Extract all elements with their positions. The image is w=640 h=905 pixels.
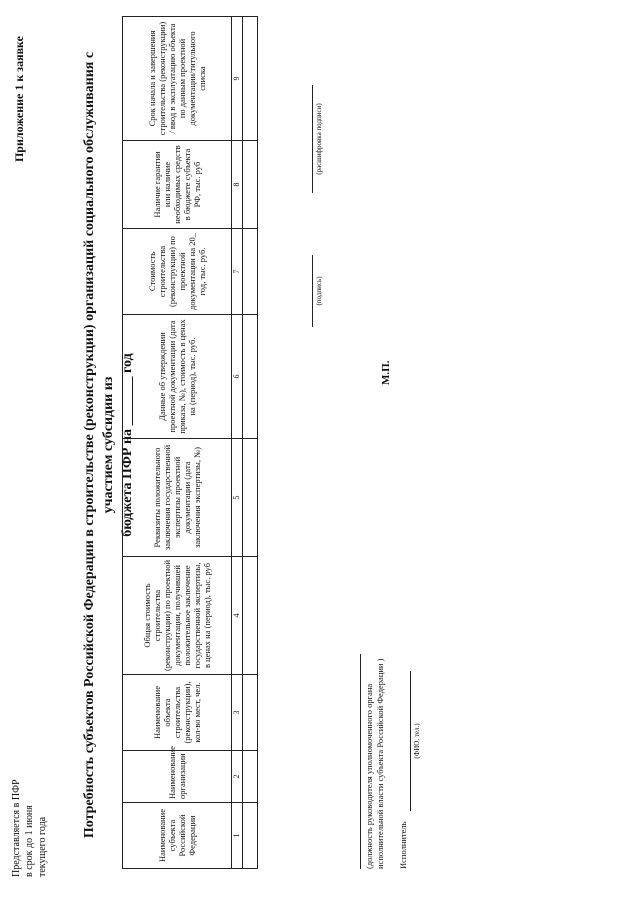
column-number: 7 bbox=[232, 229, 243, 315]
table-cell bbox=[243, 141, 258, 229]
column-number: 8 bbox=[232, 141, 243, 229]
signature-caption: (подпись) bbox=[315, 276, 323, 306]
table-header-row bbox=[123, 17, 232, 869]
table-cell bbox=[243, 17, 258, 141]
needs-table bbox=[122, 16, 258, 869]
decoding-line bbox=[312, 85, 313, 193]
official-caption: (должность руководителя уполномоченного органа исполнительной власти субъекта Российской Федерации ) bbox=[364, 658, 385, 869]
table-cell bbox=[243, 675, 258, 751]
column-number: 5 bbox=[232, 439, 243, 557]
executor-field bbox=[410, 671, 421, 811]
decoding-caption: (расшифровка подписи) bbox=[315, 103, 323, 175]
column-header: Наименование организации bbox=[123, 751, 232, 803]
column-number: 1 bbox=[232, 803, 243, 869]
column-number: 4 bbox=[232, 557, 243, 675]
signature-line bbox=[312, 255, 313, 327]
executor-label: Исполнитель bbox=[398, 821, 408, 869]
column-header: Наименование объекта строительства (реконструкции), кол-во мест, чел. bbox=[123, 675, 232, 751]
table-cell bbox=[243, 557, 258, 675]
stamp-place-label: М.П. bbox=[380, 360, 392, 385]
submission-line: Представляется в ПФР bbox=[11, 779, 22, 877]
table-row bbox=[243, 17, 258, 869]
title-line-2: бюджета ПФР на _______ год bbox=[120, 353, 135, 537]
column-number: 6 bbox=[232, 315, 243, 439]
decoding-field bbox=[312, 85, 323, 193]
column-number: 2 bbox=[232, 751, 243, 803]
table-cell bbox=[243, 229, 258, 315]
column-header: Реквизиты положительного заключения государственной экспертизы проектной документации (дата заключения экспертизы, №) bbox=[123, 439, 232, 557]
column-header: Данные об утверждении проектной документации (дата приказа, №), стоимость в ценах на (период), тыс. руб. bbox=[123, 315, 232, 439]
official-signature-block bbox=[360, 654, 386, 869]
column-header: Наличие гарантии или наличие необходимых средств в бюджете субъекта РФ, тыс. руб bbox=[123, 141, 232, 229]
column-header: Наименование субъекта Российской Федерации bbox=[123, 803, 232, 869]
submission-note bbox=[10, 779, 49, 877]
column-header: Стоимость строительства (реконструкции) по проектной документации на 20_ год, тыс. руб. bbox=[123, 229, 232, 315]
appendix-label: Приложение 1 к заявке bbox=[12, 36, 26, 163]
signature-field bbox=[312, 255, 323, 327]
column-header: Общая стоимость строительства (реконструкции) по проектной документации, получившей положительное заключение государственной экспертизы, в ценах на (период), тыс. руб bbox=[123, 557, 232, 675]
table-cell bbox=[243, 315, 258, 439]
executor-caption: (ФИО, тел.) bbox=[413, 723, 421, 759]
table-cell bbox=[243, 803, 258, 869]
signature-line bbox=[360, 654, 361, 869]
column-number: 9 bbox=[232, 17, 243, 141]
column-header: Срок начала и завершения строительства (реконструкции) / ввод в эксплуатацию объекта по данным проектной документации/титульного списка bbox=[123, 17, 232, 141]
title-line-1: Потребность субъектов Российской Федерации в строительстве (реконструкции) организаций социального обслуживания с участием субсидии из bbox=[82, 51, 116, 839]
executor-line bbox=[410, 671, 411, 811]
submission-line: в срок до 1 июня bbox=[24, 805, 35, 877]
table-cell bbox=[243, 439, 258, 557]
column-number-row bbox=[232, 17, 243, 869]
table-cell bbox=[243, 751, 258, 803]
submission-line: текущего года bbox=[37, 816, 48, 877]
column-number: 3 bbox=[232, 675, 243, 751]
